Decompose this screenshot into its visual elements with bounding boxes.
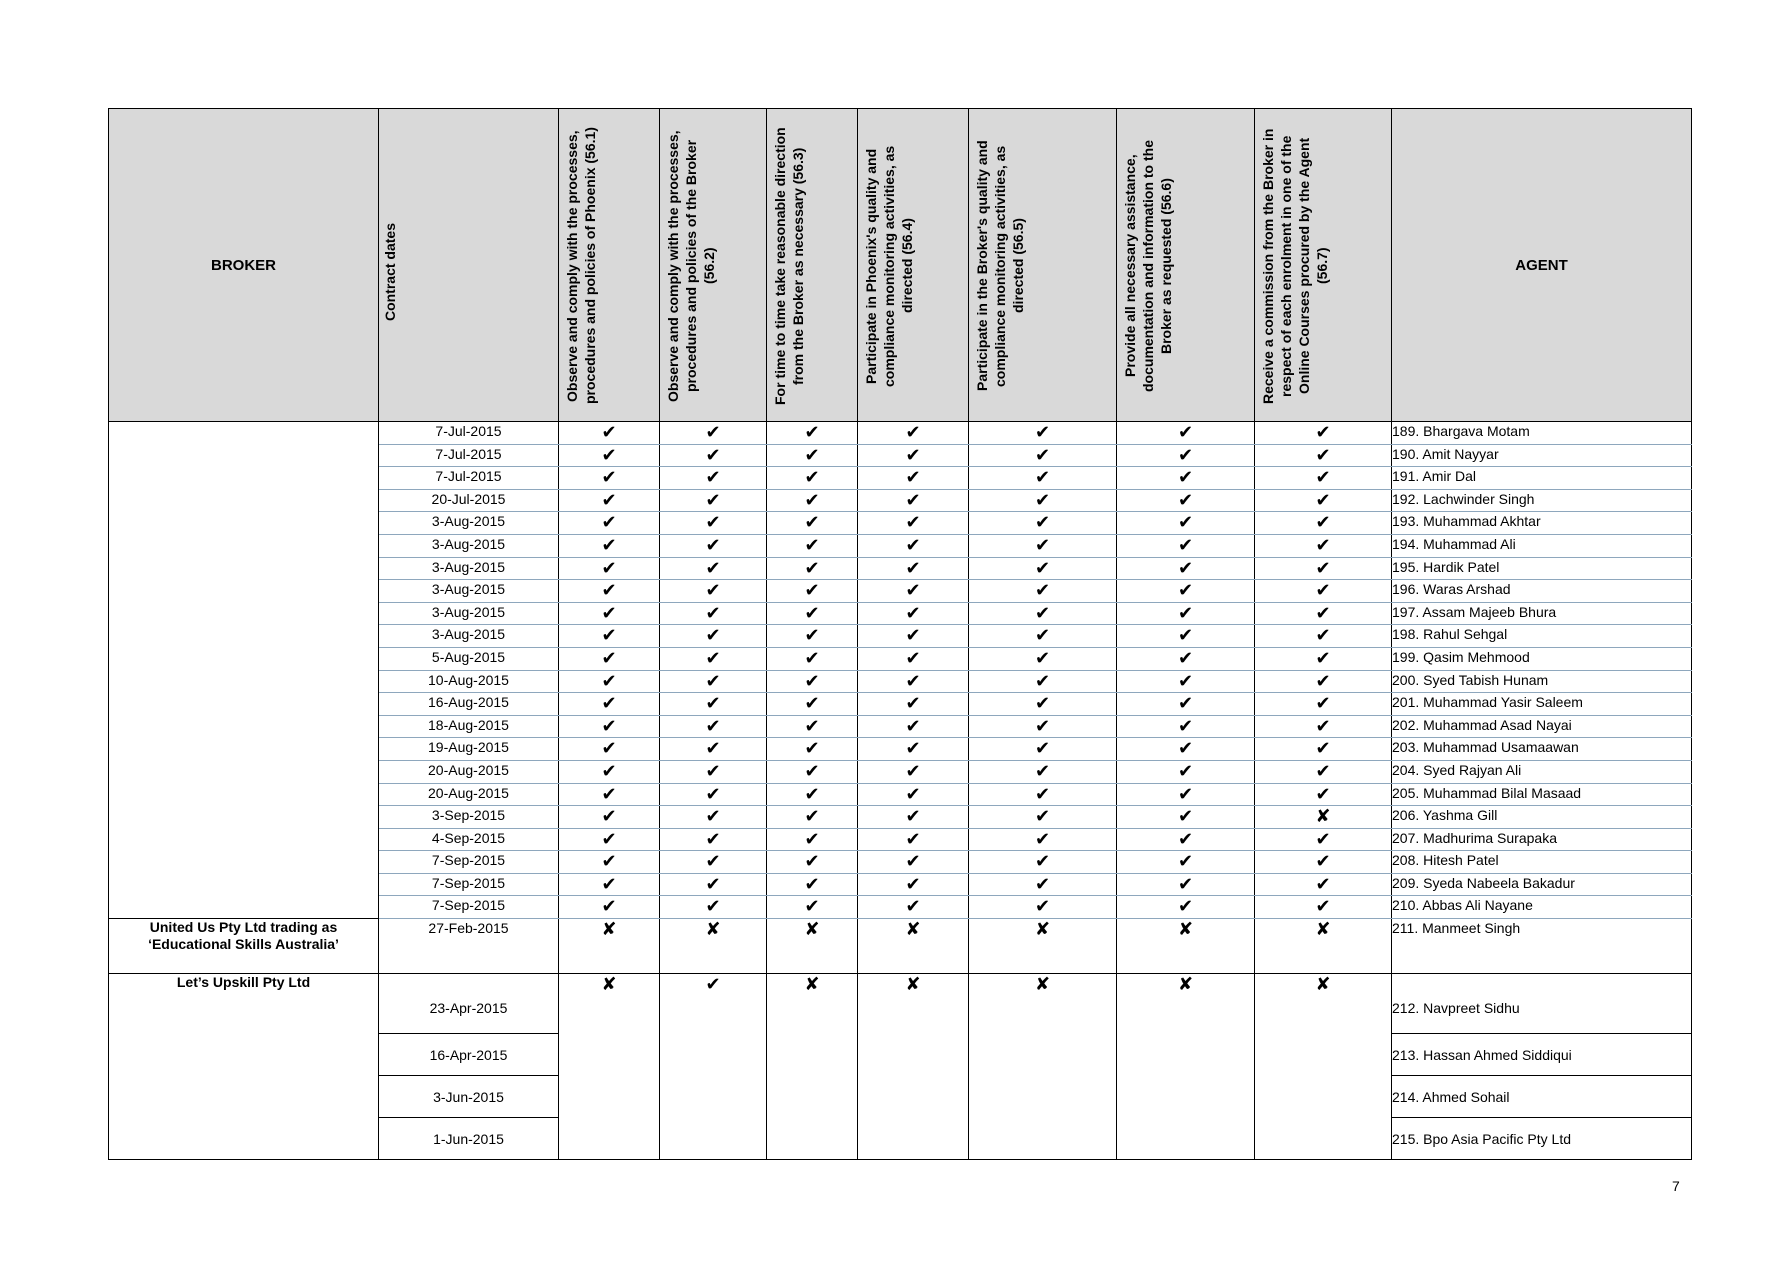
compliance-mark: ✔: [559, 602, 660, 625]
compliance-mark: ✔: [1117, 896, 1255, 919]
compliance-mark: ✔: [1117, 828, 1255, 851]
compliance-mark: ✘: [559, 974, 660, 1160]
broker-cell-blank: [109, 422, 379, 919]
compliance-mark: ✔: [858, 693, 969, 716]
compliance-mark: ✔: [559, 489, 660, 512]
compliance-mark: ✘: [969, 974, 1117, 1160]
agent-name: 204. Syed Rajyan Ali: [1392, 760, 1692, 783]
compliance-mark: ✔: [559, 760, 660, 783]
contract-date: 7-Jul-2015: [379, 444, 559, 467]
compliance-mark: ✔: [969, 851, 1117, 874]
agent-name: 208. Hitesh Patel: [1392, 851, 1692, 874]
table-row: [109, 919, 1692, 974]
compliance-mark: ✔: [969, 828, 1117, 851]
compliance-mark: ✔: [858, 670, 969, 693]
compliance-mark: ✔: [660, 760, 767, 783]
compliance-mark: ✔: [1117, 580, 1255, 603]
contract-date: 3-Aug-2015: [379, 557, 559, 580]
compliance-mark: ✔: [1255, 896, 1392, 919]
compliance-mark: ✘: [858, 974, 969, 1160]
compliance-mark: ✘: [1255, 806, 1392, 829]
contract-date: 23-Apr-2015: [379, 974, 559, 1034]
compliance-mark: ✔: [1117, 489, 1255, 512]
compliance-mark: ✔: [767, 557, 858, 580]
page-number: 7: [1672, 1178, 1680, 1194]
compliance-mark: ✔: [767, 602, 858, 625]
compliance-mark: ✔: [767, 873, 858, 896]
compliance-mark: ✔: [1117, 693, 1255, 716]
compliance-mark: ✔: [660, 851, 767, 874]
header-56-2: Observe and comply with the processes, procedures and policies of the Broker (56.2): [660, 109, 767, 422]
contract-date: 3-Aug-2015: [379, 580, 559, 603]
compliance-mark: ✔: [1255, 534, 1392, 557]
compliance-mark: ✘: [1255, 919, 1392, 974]
compliance-mark: ✔: [660, 467, 767, 490]
agent-name: 211. Manmeet Singh: [1392, 919, 1692, 974]
contract-date: 16-Apr-2015: [379, 1034, 559, 1076]
broker-agent-table: [108, 108, 1692, 1160]
compliance-mark: ✔: [767, 580, 858, 603]
contract-date: 10-Aug-2015: [379, 670, 559, 693]
agent-name: 202. Muhammad Asad Nayai: [1392, 715, 1692, 738]
compliance-mark: ✔: [858, 851, 969, 874]
header-agent: AGENT: [1392, 109, 1692, 422]
compliance-mark: ✔: [767, 715, 858, 738]
compliance-mark: ✔: [660, 974, 767, 1160]
compliance-mark: ✔: [767, 693, 858, 716]
compliance-mark: ✔: [1117, 625, 1255, 648]
contract-date: 19-Aug-2015: [379, 738, 559, 761]
header-56-3: For time to time take reasonable direction from the Broker as necessary (56.3): [767, 109, 858, 422]
contract-date: 1-Jun-2015: [379, 1118, 559, 1160]
compliance-mark: ✘: [767, 919, 858, 974]
compliance-mark: ✔: [1255, 738, 1392, 761]
agent-name: 198. Rahul Sehgal: [1392, 625, 1692, 648]
compliance-mark: ✔: [858, 467, 969, 490]
compliance-mark: ✔: [660, 783, 767, 806]
compliance-mark: ✔: [559, 422, 660, 445]
compliance-mark: ✘: [1117, 919, 1255, 974]
compliance-mark: ✔: [858, 715, 969, 738]
compliance-mark: ✔: [767, 489, 858, 512]
compliance-mark: ✔: [660, 625, 767, 648]
compliance-mark: ✔: [1117, 444, 1255, 467]
compliance-mark: ✔: [660, 580, 767, 603]
compliance-mark: ✔: [1117, 715, 1255, 738]
compliance-mark: ✔: [858, 602, 969, 625]
compliance-mark: ✔: [660, 422, 767, 445]
compliance-mark: ✔: [767, 738, 858, 761]
compliance-mark: ✔: [767, 647, 858, 670]
contract-date: 16-Aug-2015: [379, 693, 559, 716]
agent-name: 205. Muhammad Bilal Masaad: [1392, 783, 1692, 806]
compliance-mark: ✔: [1255, 602, 1392, 625]
contract-date: 20-Aug-2015: [379, 760, 559, 783]
agent-name: 196. Waras Arshad: [1392, 580, 1692, 603]
compliance-mark: ✔: [559, 625, 660, 648]
compliance-mark: ✔: [660, 647, 767, 670]
contract-date: 3-Aug-2015: [379, 625, 559, 648]
agent-name: 194. Muhammad Ali: [1392, 534, 1692, 557]
compliance-mark: ✔: [767, 828, 858, 851]
compliance-mark: ✔: [767, 896, 858, 919]
agent-name: 191. Amir Dal: [1392, 467, 1692, 490]
compliance-mark: ✔: [969, 693, 1117, 716]
agent-name: 203. Muhammad Usamaawan: [1392, 738, 1692, 761]
agent-name: 209. Syeda Nabeela Bakadur: [1392, 873, 1692, 896]
compliance-mark: ✔: [1255, 760, 1392, 783]
compliance-mark: ✔: [559, 738, 660, 761]
compliance-mark: ✔: [1117, 873, 1255, 896]
compliance-mark: ✔: [767, 851, 858, 874]
compliance-mark: ✔: [559, 512, 660, 535]
compliance-mark: ✔: [969, 422, 1117, 445]
compliance-mark: ✔: [660, 738, 767, 761]
compliance-mark: ✔: [559, 557, 660, 580]
compliance-mark: ✔: [858, 444, 969, 467]
agent-name: 210. Abbas Ali Nayane: [1392, 896, 1692, 919]
header-contract-dates: Contract dates: [379, 109, 559, 422]
compliance-mark: ✔: [1255, 828, 1392, 851]
compliance-mark: ✔: [969, 534, 1117, 557]
compliance-mark: ✔: [767, 444, 858, 467]
compliance-mark: ✔: [1255, 489, 1392, 512]
compliance-mark: ✔: [660, 512, 767, 535]
compliance-mark: ✔: [1255, 715, 1392, 738]
compliance-mark: ✔: [1255, 647, 1392, 670]
compliance-mark: ✔: [1117, 851, 1255, 874]
contract-date: 20-Aug-2015: [379, 783, 559, 806]
agent-name: 213. Hassan Ahmed Siddiqui: [1392, 1034, 1692, 1076]
compliance-mark: ✘: [969, 919, 1117, 974]
compliance-mark: ✔: [1117, 738, 1255, 761]
compliance-mark: ✔: [767, 783, 858, 806]
compliance-mark: ✔: [1117, 422, 1255, 445]
compliance-mark: ✘: [1255, 974, 1392, 1160]
compliance-mark: ✔: [660, 489, 767, 512]
agent-name: 200. Syed Tabish Hunam: [1392, 670, 1692, 693]
agent-name: 199. Qasim Mehmood: [1392, 647, 1692, 670]
compliance-mark: ✘: [858, 919, 969, 974]
compliance-mark: ✔: [858, 489, 969, 512]
table-row: [109, 422, 1692, 445]
agent-name: 214. Ahmed Sohail: [1392, 1076, 1692, 1118]
compliance-mark: ✔: [1255, 693, 1392, 716]
compliance-mark: ✔: [1255, 873, 1392, 896]
compliance-mark: ✔: [1117, 512, 1255, 535]
agent-name: 189. Bhargava Motam: [1392, 422, 1692, 445]
compliance-mark: ✔: [858, 625, 969, 648]
compliance-mark: ✔: [660, 557, 767, 580]
header-row: [109, 109, 1692, 422]
compliance-mark: ✔: [660, 534, 767, 557]
compliance-mark: ✘: [1117, 974, 1255, 1160]
compliance-mark: ✔: [1255, 444, 1392, 467]
compliance-mark: ✔: [1255, 851, 1392, 874]
compliance-mark: ✔: [858, 557, 969, 580]
header-56-6: Provide all necessary assistance, documentation and information to the Broker as requested (56.6): [1117, 109, 1255, 422]
compliance-mark: ✔: [858, 783, 969, 806]
contract-date: 7-Sep-2015: [379, 851, 559, 874]
compliance-mark: ✔: [969, 760, 1117, 783]
compliance-mark: ✔: [660, 715, 767, 738]
compliance-mark: ✔: [969, 580, 1117, 603]
compliance-mark: ✔: [858, 828, 969, 851]
compliance-mark: ✔: [858, 896, 969, 919]
compliance-mark: ✔: [1117, 534, 1255, 557]
compliance-mark: ✔: [1117, 647, 1255, 670]
contract-date: 3-Aug-2015: [379, 602, 559, 625]
compliance-mark: ✔: [559, 647, 660, 670]
compliance-mark: ✔: [969, 896, 1117, 919]
compliance-mark: ✔: [767, 760, 858, 783]
compliance-mark: ✔: [1255, 422, 1392, 445]
compliance-mark: ✔: [858, 738, 969, 761]
compliance-mark: ✔: [858, 512, 969, 535]
compliance-mark: ✔: [858, 580, 969, 603]
compliance-mark: ✔: [969, 647, 1117, 670]
contract-date: 27-Feb-2015: [379, 919, 559, 974]
compliance-mark: ✔: [1255, 783, 1392, 806]
compliance-mark: ✔: [767, 422, 858, 445]
header-56-1: Observe and comply with the processes, procedures and policies of Phoenix (56.1): [559, 109, 660, 422]
compliance-mark: ✘: [660, 919, 767, 974]
contract-date: 7-Sep-2015: [379, 896, 559, 919]
compliance-mark: ✔: [767, 467, 858, 490]
agent-name: 215. Bpo Asia Pacific Pty Ltd: [1392, 1118, 1692, 1160]
contract-date: 7-Jul-2015: [379, 422, 559, 445]
compliance-mark: ✔: [660, 693, 767, 716]
contract-date: 20-Jul-2015: [379, 489, 559, 512]
agent-name: 201. Muhammad Yasir Saleem: [1392, 693, 1692, 716]
compliance-mark: ✔: [660, 670, 767, 693]
compliance-mark: ✔: [969, 715, 1117, 738]
compliance-mark: ✔: [969, 625, 1117, 648]
contract-date: 3-Jun-2015: [379, 1076, 559, 1118]
contract-date: 3-Aug-2015: [379, 534, 559, 557]
compliance-mark: ✔: [1117, 602, 1255, 625]
compliance-mark: ✔: [767, 625, 858, 648]
compliance-mark: ✔: [858, 422, 969, 445]
compliance-mark: ✘: [559, 919, 660, 974]
contract-date: 7-Jul-2015: [379, 467, 559, 490]
compliance-mark: ✔: [559, 444, 660, 467]
table-row: [109, 974, 1692, 1034]
compliance-mark: ✔: [858, 534, 969, 557]
agent-name: 207. Madhurima Surapaka: [1392, 828, 1692, 851]
compliance-mark: ✔: [858, 806, 969, 829]
compliance-mark: ✔: [660, 602, 767, 625]
header-56-5: Participate in the Broker's quality and compliance monitoring activities, as directed (56.5): [969, 109, 1117, 422]
compliance-mark: ✔: [969, 873, 1117, 896]
compliance-mark: ✔: [660, 806, 767, 829]
compliance-mark: ✔: [969, 738, 1117, 761]
compliance-mark: ✔: [1255, 625, 1392, 648]
agent-name: 197. Assam Majeeb Bhura: [1392, 602, 1692, 625]
compliance-mark: ✔: [559, 896, 660, 919]
compliance-mark: ✔: [969, 806, 1117, 829]
contract-date: 3-Aug-2015: [379, 512, 559, 535]
header-broker: BROKER: [109, 109, 379, 422]
header-56-4: Participate in Phoenix's quality and compliance monitoring activities, as directed (56.4): [858, 109, 969, 422]
compliance-mark: ✔: [858, 647, 969, 670]
compliance-mark: ✔: [1117, 806, 1255, 829]
compliance-mark: ✔: [559, 828, 660, 851]
compliance-mark: ✔: [559, 873, 660, 896]
agent-name: 195. Hardik Patel: [1392, 557, 1692, 580]
compliance-mark: ✔: [559, 467, 660, 490]
contract-date: 3-Sep-2015: [379, 806, 559, 829]
compliance-mark: ✔: [559, 851, 660, 874]
agent-name: 190. Amit Nayyar: [1392, 444, 1692, 467]
compliance-mark: ✔: [1255, 557, 1392, 580]
compliance-mark: ✔: [1255, 467, 1392, 490]
broker-name: Let’s Upskill Pty Ltd: [109, 974, 379, 1160]
compliance-mark: ✔: [1117, 760, 1255, 783]
contract-date: 5-Aug-2015: [379, 647, 559, 670]
agent-name: 193. Muhammad Akhtar: [1392, 512, 1692, 535]
compliance-mark: ✔: [767, 806, 858, 829]
compliance-mark: ✔: [969, 602, 1117, 625]
compliance-mark: ✔: [1117, 467, 1255, 490]
contract-date: 4-Sep-2015: [379, 828, 559, 851]
compliance-mark: ✔: [767, 534, 858, 557]
header-56-7: Receive a commission from the Broker in respect of each enrolment in one of the Online Courses procured by the Agent (56.7): [1255, 109, 1392, 422]
compliance-mark: ✔: [559, 693, 660, 716]
compliance-mark: ✔: [559, 783, 660, 806]
agent-name: 206. Yashma Gill: [1392, 806, 1692, 829]
compliance-mark: ✔: [969, 557, 1117, 580]
compliance-mark: ✔: [858, 873, 969, 896]
compliance-mark: ✔: [559, 580, 660, 603]
compliance-mark: ✘: [767, 974, 858, 1160]
compliance-mark: ✔: [969, 670, 1117, 693]
compliance-mark: ✔: [559, 534, 660, 557]
contract-date: 7-Sep-2015: [379, 873, 559, 896]
compliance-mark: ✔: [660, 828, 767, 851]
compliance-mark: ✔: [1255, 580, 1392, 603]
compliance-mark: ✔: [1117, 557, 1255, 580]
compliance-mark: ✔: [559, 715, 660, 738]
compliance-mark: ✔: [969, 444, 1117, 467]
compliance-mark: ✔: [969, 467, 1117, 490]
compliance-mark: ✔: [767, 512, 858, 535]
compliance-mark: ✔: [559, 806, 660, 829]
compliance-mark: ✔: [1117, 670, 1255, 693]
compliance-mark: ✔: [969, 489, 1117, 512]
compliance-mark: ✔: [559, 670, 660, 693]
contract-date: 18-Aug-2015: [379, 715, 559, 738]
broker-name: United Us Pty Ltd trading as ‘Educational Skills Australia’: [109, 919, 379, 974]
compliance-mark: ✔: [969, 783, 1117, 806]
compliance-mark: ✔: [1255, 512, 1392, 535]
compliance-mark: ✔: [1117, 783, 1255, 806]
compliance-mark: ✔: [660, 444, 767, 467]
compliance-mark: ✔: [1255, 670, 1392, 693]
compliance-mark: ✔: [858, 760, 969, 783]
compliance-mark: ✔: [660, 873, 767, 896]
compliance-mark: ✔: [969, 512, 1117, 535]
compliance-mark: ✔: [660, 896, 767, 919]
compliance-mark: ✔: [767, 670, 858, 693]
agent-name: 192. Lachwinder Singh: [1392, 489, 1692, 512]
agent-name: 212. Navpreet Sidhu: [1392, 974, 1692, 1034]
